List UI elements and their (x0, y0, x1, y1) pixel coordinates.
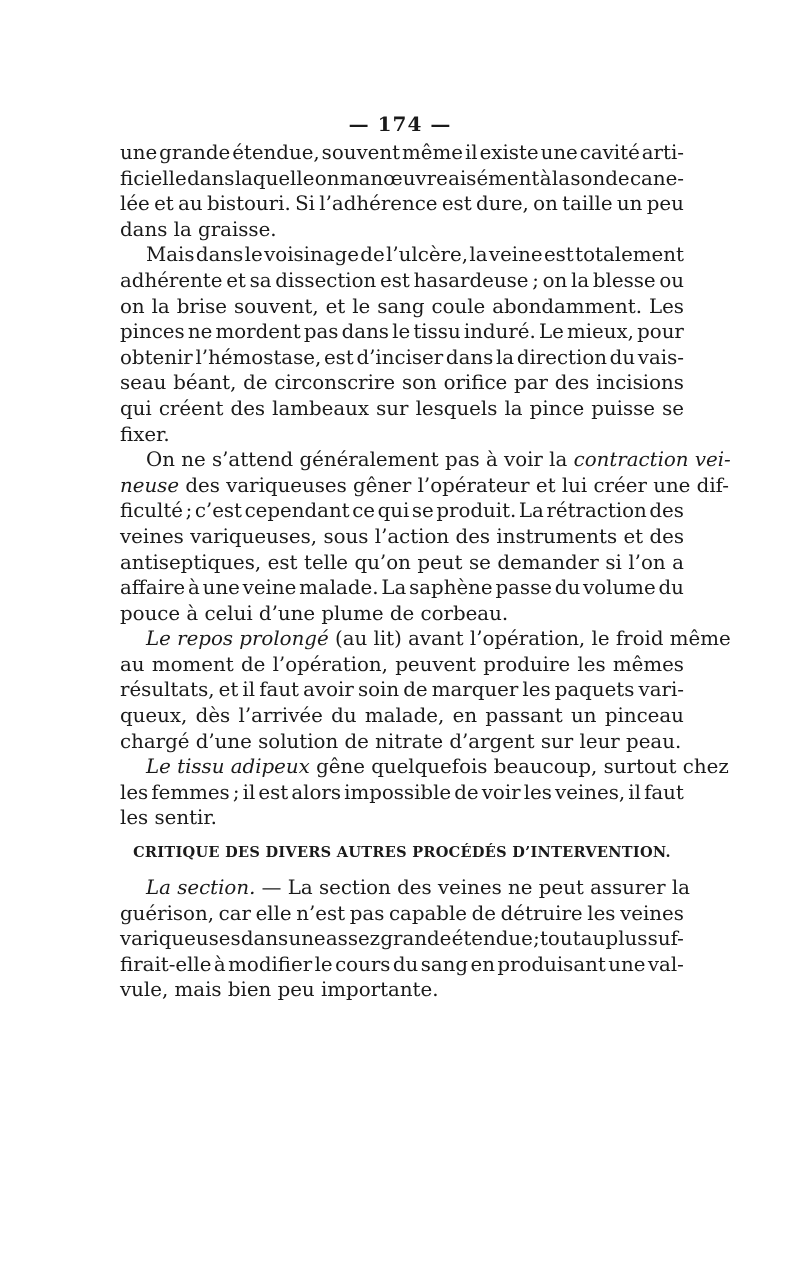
word: rétraction (546, 499, 647, 523)
word: ; (232, 780, 240, 804)
word: étendue, (232, 141, 320, 164)
word: alors (291, 780, 341, 804)
word: détruire (500, 901, 583, 925)
word: de (403, 678, 428, 702)
word: et (226, 268, 246, 292)
word: faut (259, 678, 300, 702)
word: circonscrire (274, 371, 396, 395)
word: malade. (299, 576, 379, 600)
word: veine (488, 243, 543, 267)
word: du (392, 952, 419, 976)
word: le (314, 952, 333, 976)
word: la (495, 345, 515, 369)
word: soin (357, 678, 400, 702)
word: pinceau (604, 704, 684, 728)
word: plus (605, 927, 648, 951)
word: béant, (173, 371, 237, 395)
word: ; (532, 268, 539, 292)
text-line (120, 703, 684, 729)
word: il (242, 678, 256, 702)
word: qu’on (354, 550, 411, 574)
word: l’ulcère, (386, 243, 468, 267)
word: du (609, 345, 636, 369)
word: taille (562, 192, 613, 216)
word: paquets (554, 678, 635, 702)
word: saphène (409, 576, 493, 600)
word: à (187, 576, 200, 600)
word: lesquels (415, 396, 498, 420)
word: voir (481, 780, 521, 804)
page-number: — 174 — (348, 112, 452, 136)
word: bistouri. (206, 192, 291, 216)
word: incisions (596, 371, 684, 395)
word: assez (325, 927, 381, 951)
word: un (616, 192, 643, 216)
word: sa (249, 268, 272, 292)
word: se (468, 550, 491, 574)
word: suf- (647, 927, 684, 951)
word: aisément (448, 166, 540, 190)
word: on (533, 192, 558, 216)
word: produire (483, 652, 571, 676)
word: des (455, 524, 491, 548)
line-text: des variqueuses gêner l’opérateur et lui créer une dif- (185, 473, 729, 497)
word: pince (529, 396, 585, 420)
text-line (120, 370, 684, 396)
text-line (120, 780, 684, 806)
word: est (323, 345, 354, 369)
word: vari- (638, 678, 684, 702)
word: pas (303, 320, 339, 344)
word: variqueuses, (190, 524, 318, 548)
word: femmes (151, 780, 230, 804)
word: est (380, 268, 410, 292)
word: sous (323, 524, 369, 548)
word: de (243, 371, 268, 395)
word: induré. (463, 320, 536, 344)
word: blesse (592, 268, 656, 292)
word: vais- (637, 345, 684, 369)
text-line (120, 952, 684, 978)
word: ce (352, 499, 376, 523)
word: veine (242, 576, 297, 600)
word: ou (659, 268, 684, 292)
word: de (240, 652, 266, 676)
word: val- (647, 952, 684, 976)
word: cours (335, 952, 391, 976)
word: des (230, 396, 266, 420)
word: est (267, 550, 298, 574)
word: peu (646, 192, 684, 216)
word: les (577, 652, 606, 676)
word: sang (420, 952, 469, 976)
word: est (258, 780, 289, 804)
word: sang (377, 294, 425, 318)
word: mordent (215, 320, 301, 344)
word: elle (255, 901, 292, 925)
word: La (518, 499, 544, 523)
italic-text: neuse (120, 473, 180, 497)
word: dure, (475, 192, 529, 216)
word: en (452, 704, 478, 728)
word: au (120, 652, 145, 676)
line-text: chargé d’une solution de nitrate d’argent sur leur peau. (120, 729, 682, 753)
word: orifice (443, 371, 508, 395)
word: passe (495, 576, 552, 600)
text-line (120, 550, 684, 576)
word: abondamment. (492, 294, 642, 318)
text-line (120, 422, 684, 448)
word: faut (644, 780, 684, 804)
word: a (672, 550, 684, 574)
word: et (218, 678, 239, 702)
word: l’adhérence (319, 192, 438, 216)
word: même (402, 141, 463, 164)
word: sur (376, 396, 409, 420)
word: produit. (436, 499, 517, 523)
word: les (523, 780, 552, 804)
word: de (360, 243, 385, 267)
word: les (522, 678, 551, 702)
body-text (120, 140, 731, 1003)
word: la (469, 243, 488, 267)
word: des (554, 371, 590, 395)
word: n’est (296, 901, 346, 925)
word: au (580, 927, 606, 951)
word: puisse (591, 396, 655, 420)
text-line (120, 601, 684, 627)
word: manœuvre (339, 166, 448, 190)
word: pour (637, 320, 684, 344)
text-line (120, 677, 684, 703)
word: hasardeuse (413, 268, 529, 292)
word: un (571, 704, 597, 728)
text-line (120, 473, 729, 499)
word: dans (187, 166, 235, 190)
word: cependant (244, 499, 350, 523)
word: passant (485, 704, 563, 728)
italic-text: Le tissu adipeux (146, 755, 310, 779)
word: cavité (579, 141, 640, 164)
word: les (587, 901, 616, 925)
word: souvent (321, 141, 401, 164)
word: ; (185, 499, 193, 523)
word: étendue (451, 927, 533, 951)
word: dans (240, 927, 289, 951)
word: totalement (575, 243, 684, 267)
text-line (120, 901, 684, 927)
text-line (120, 805, 684, 831)
word: veines, (555, 780, 626, 804)
text-line (120, 140, 684, 166)
line-text: dans la graisse. (120, 217, 277, 241)
text-line (120, 396, 684, 422)
word: arti- (641, 141, 684, 164)
word: il (628, 780, 641, 804)
word: la (571, 268, 590, 292)
word: les (120, 780, 149, 804)
word: malade, (364, 704, 445, 728)
word: existe (479, 141, 539, 164)
word: dissection (275, 268, 377, 292)
word: qui (377, 499, 410, 523)
word: se (411, 499, 434, 523)
word: ficulté (120, 499, 183, 523)
word: Si (295, 192, 315, 216)
word: tout (539, 927, 581, 951)
word: La (381, 576, 407, 600)
word: créent (158, 396, 224, 420)
word: grande (159, 141, 231, 164)
word: voisinage (264, 243, 359, 267)
word: des (649, 524, 684, 548)
word: une (288, 927, 326, 951)
word: pas (349, 901, 385, 925)
word: ficielle (120, 166, 187, 190)
text-line (120, 345, 684, 371)
word: sonde (570, 166, 630, 190)
word: dès (195, 704, 231, 728)
word: car (218, 901, 251, 925)
line-text: pouce à celui d’une plume de corbeau. (120, 601, 509, 625)
word: avoir (303, 678, 354, 702)
word: coule (431, 294, 486, 318)
word: queux, (120, 704, 188, 728)
line-text: (au lit) avant l’opération, le froid même (334, 627, 731, 651)
text-line (120, 754, 729, 780)
text-line (120, 729, 684, 755)
word: une (608, 952, 646, 976)
text-line (120, 498, 684, 524)
word: au (178, 192, 203, 216)
word: variqueuses (120, 927, 241, 951)
text-line (120, 875, 690, 901)
word: une (120, 141, 158, 164)
word: de (471, 901, 496, 925)
word: brise (176, 294, 227, 318)
text-line (120, 294, 684, 320)
text-line (120, 191, 684, 217)
text-line (120, 166, 684, 192)
text-line (120, 977, 684, 1003)
word: obtenir (120, 345, 193, 369)
line-text: gêne quelquefois beaucoup, surtout chez (316, 755, 729, 779)
text-line (120, 447, 731, 473)
italic-text: La section. (146, 876, 256, 900)
word: l’hémostase, (195, 345, 322, 369)
word: la (551, 166, 571, 190)
word: du (658, 576, 684, 600)
word: ne (187, 320, 213, 344)
word: lée (120, 192, 150, 216)
word: et (325, 294, 346, 318)
word: Le (538, 320, 564, 344)
word: veines (620, 901, 684, 925)
word: peut (417, 550, 463, 574)
word: qui (120, 396, 152, 420)
word: mêmes (612, 652, 684, 676)
word: si (605, 550, 622, 574)
word: demander (497, 550, 599, 574)
word: seau (120, 371, 167, 395)
text-line (120, 652, 684, 678)
word: on (542, 268, 568, 292)
word: est (441, 192, 472, 216)
italic-text: contraction vei- (573, 448, 731, 472)
word: le (244, 243, 263, 267)
text-line (120, 217, 684, 243)
word: capable (388, 901, 467, 925)
word: souvent, (233, 294, 319, 318)
word: résultats, (120, 678, 215, 702)
word: il (464, 141, 478, 164)
word: son (401, 371, 437, 395)
italic-text: Le repos prolongé (146, 627, 329, 651)
word: du (554, 576, 581, 600)
word: la (151, 294, 170, 318)
word: mieux, (566, 320, 634, 344)
word: à (213, 952, 226, 976)
word: moment (151, 652, 234, 676)
word: du (331, 704, 357, 728)
word: tissu (413, 320, 461, 344)
word: à (539, 166, 552, 190)
word: d’inciser (356, 345, 444, 369)
text-line (120, 626, 731, 652)
word: lambeaux (272, 396, 370, 420)
word: produisant (497, 952, 606, 976)
word: peuvent (395, 652, 476, 676)
section-heading: CRITIQUE DES DIVERS AUTRES PROCÉDÉS D’INTERVENTION. (133, 844, 671, 862)
word: veines (120, 524, 184, 548)
word: grande (380, 927, 452, 951)
word: le (352, 294, 371, 318)
word: Les (648, 294, 684, 318)
word: dans (195, 243, 244, 267)
word: une (540, 141, 578, 164)
word: telle (304, 550, 349, 574)
word: ; (533, 927, 540, 951)
word: dans (341, 320, 389, 344)
word: firait-elle (120, 952, 212, 976)
word: guérison, (120, 901, 214, 925)
word: et (623, 524, 644, 548)
word: on (314, 166, 340, 190)
word: se (662, 396, 684, 420)
word: laquelle (234, 166, 315, 190)
line-text: les sentir. (120, 806, 217, 830)
word: des (649, 499, 684, 523)
word: on (120, 294, 145, 318)
word: de (454, 780, 479, 804)
word: marquer (431, 678, 519, 702)
word: c’est (194, 499, 243, 523)
word: pinces (120, 320, 185, 344)
word: l’arrivée (238, 704, 323, 728)
text-line (120, 242, 684, 268)
text-line (120, 268, 684, 294)
text-line (120, 524, 684, 550)
text-line (120, 319, 684, 345)
word: est (543, 243, 574, 267)
text-line (120, 926, 684, 952)
word: adhérente (120, 268, 223, 292)
word: il (242, 780, 256, 804)
word: impossible (344, 780, 452, 804)
word: l’action (374, 524, 450, 548)
word: le (392, 320, 411, 344)
word: modifier (228, 952, 313, 976)
word: en (470, 952, 495, 976)
word: et (154, 192, 174, 216)
word: la (504, 396, 523, 420)
word: l’on (628, 550, 666, 574)
word: cane- (629, 166, 684, 190)
line-text: — La section des veines ne peut assurer la (261, 876, 690, 900)
word: une (202, 576, 240, 600)
word: par (514, 371, 548, 395)
line-text: On ne s’attend généralement pas à voir la (146, 448, 568, 472)
word: antiseptiques, (120, 550, 262, 574)
word: direction (516, 345, 607, 369)
word: l’opération, (272, 652, 388, 676)
word: affaire (120, 576, 186, 600)
line-text: fixer. (120, 422, 170, 446)
line-text: vule, mais bien peu importante. (120, 978, 439, 1002)
word: volume (583, 576, 656, 600)
word: instruments (496, 524, 618, 548)
word: dans (445, 345, 494, 369)
text-line (120, 575, 684, 601)
word: Mais (146, 243, 195, 267)
